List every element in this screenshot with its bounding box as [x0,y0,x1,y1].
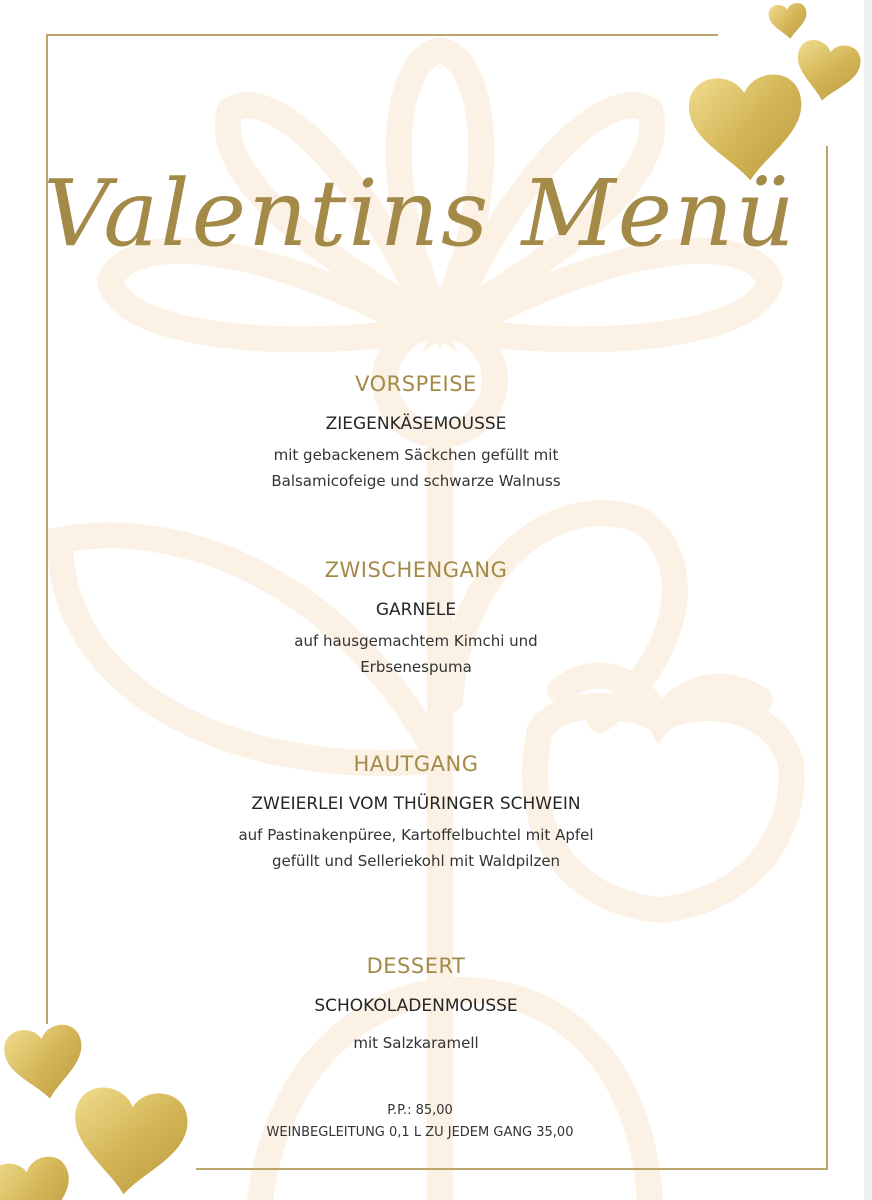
dish-name: GARNELE [375,600,457,620]
course-section-vorspeise [0,372,832,494]
course-section-zwischengang [0,558,832,680]
dish-description: Erbsenespuma [360,658,472,676]
menu-title: Valentins Menü [43,160,797,267]
course-heading: VORSPEISE [355,372,477,396]
course-heading: DESSERT [366,954,466,978]
dish-name: SCHOKOLADENMOUSSE [314,996,518,1016]
wine-pairing-price: WEINBEGLEITUNG 0,1 L ZU JEDEM GANG 35,00 [266,1125,574,1140]
dish-description: gefüllt und Selleriekohl mit Waldpilzen [271,852,561,870]
price-per-person: P.P.: 85,00 [387,1103,453,1118]
heart-icon [768,2,809,41]
dish-description: auf hausgemachtem Kimchi und [294,632,538,650]
dish-name: ZIEGENKÄSEMOUSSE [325,414,507,434]
course-section-hauptgang [0,752,832,874]
dish-description: auf Pastinakenpüree, Kartoffelbuchtel mit Apfel [238,826,594,844]
course-section-dessert [0,954,832,1056]
dish-name: ZWEIERLEI VOM THÜRINGER SCHWEIN [251,794,581,814]
heart-icon [791,38,863,106]
dish-description: Balsamicofeige und schwarze Walnuss [271,472,561,490]
course-heading: ZWISCHENGANG [324,558,508,582]
dish-description: mit Salzkaramell [353,1034,479,1052]
dish-description: mit gebackenem Säckchen gefüllt mit [273,446,559,464]
course-heading: HAUTGANG [353,752,479,776]
heart-icon [0,1153,78,1200]
